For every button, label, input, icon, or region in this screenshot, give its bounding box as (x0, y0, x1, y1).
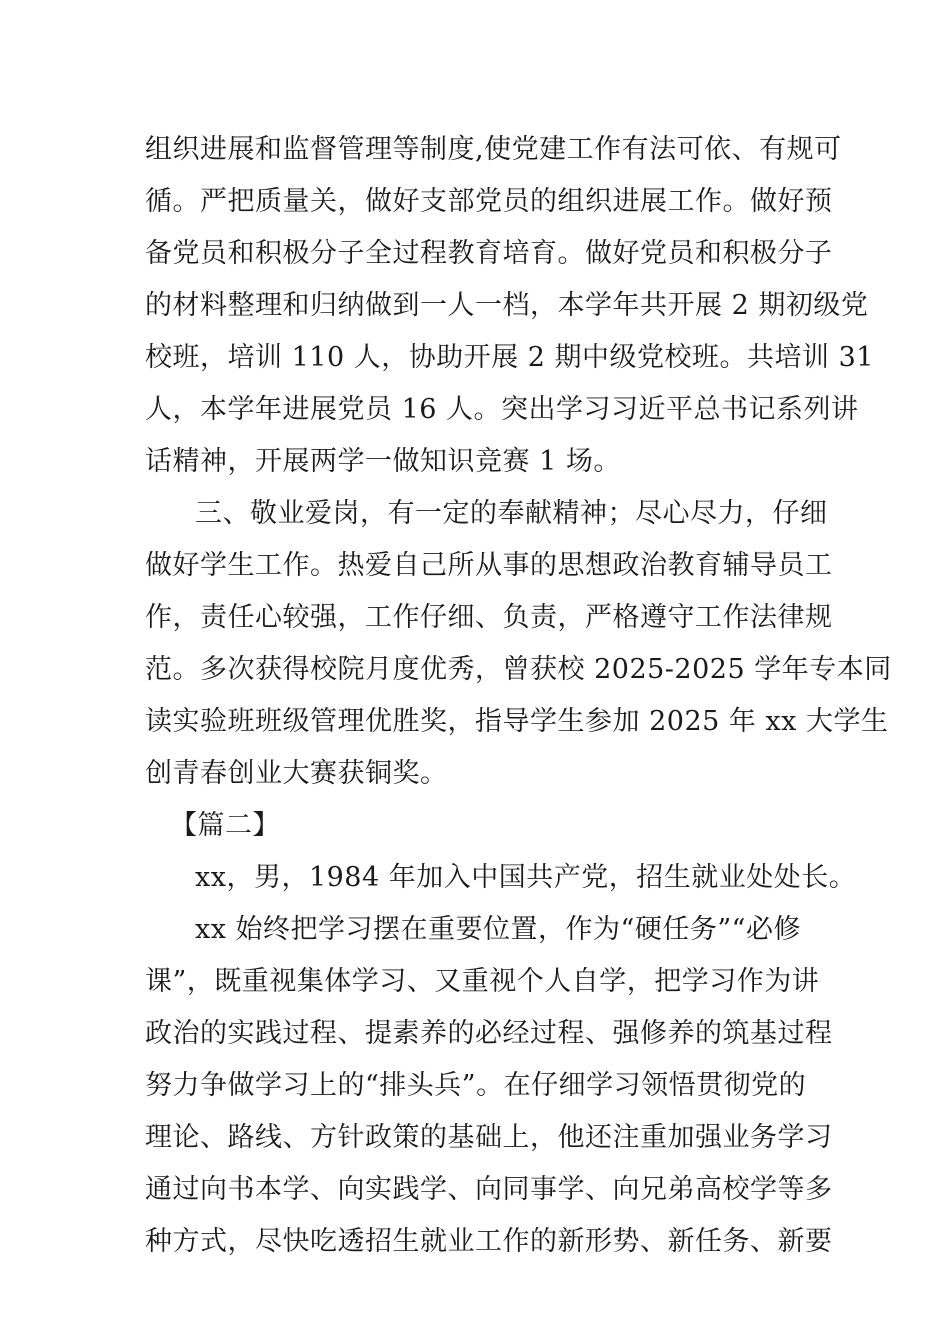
text-line: 通过向书本学、向实践学、向同事学、向兄弟高校学等多 (145, 1174, 833, 1205)
section-heading: 【篇二】 (170, 810, 280, 841)
text-line: 范。多次获得校院月度优秀，曾获校 2025-2025 学年专本同 (145, 654, 892, 685)
text-line: 课”，既重视集体学习、又重视个人自学，把学习作为讲 (145, 966, 820, 997)
text-line: 做好学生工作。热爱自己所从事的思想政治教育辅导员工 (145, 550, 833, 581)
text-line: 理论、路线、方针政策的基础上，他还注重加强业务学习 (145, 1122, 833, 1153)
text-line: 循。严把质量关，做好支部党员的组织进展工作。做好预 (145, 186, 833, 217)
text-line: 备党员和积极分子全过程教育培育。做好党员和积极分子 (145, 238, 833, 269)
text-line: 创青春创业大赛获铜奖。 (145, 758, 448, 789)
text-line: 话精神，开展两学一做知识竞赛 1 场。 (145, 446, 621, 477)
text-line: 校班，培训 110 人，协助开展 2 期中级党校班。共培训 31 (145, 342, 874, 373)
text-line: 种方式，尽快吃透招生就业工作的新形势、新任务、新要 (145, 1226, 833, 1257)
paragraph-start-line: xx，男，1984 年加入中国共产党，招生就业处处长。 (195, 862, 857, 893)
text-line: 读实验班班级管理优胜奖，指导学生参加 2025 年 xx 大学生 (145, 706, 889, 737)
text-line: 人，本学年进展党员 16 人。突出学习习近平总书记系列讲 (145, 394, 859, 425)
text-line: 作，责任心较强，工作仔细、负责，严格遵守工作法律规 (145, 602, 833, 633)
paragraph-start-line: xx 始终把学习摆在重要位置，作为“硬任务”“必修 (195, 914, 801, 945)
paragraph-start-line: 三、敬业爱岗，有一定的奉献精神；尽心尽力，仔细 (195, 498, 828, 529)
text-line: 组织进展和监督管理等制度,使党建工作有法可依、有规可 (145, 134, 842, 165)
text-line: 的材料整理和归纳做到一人一档，本学年共开展 2 期初级党 (145, 290, 869, 321)
text-line: 政治的实践过程、提素养的必经过程、强修养的筑基过程 (145, 1018, 833, 1049)
text-line: 努力争做学习上的“排头兵”。在仔细学习领悟贯彻党的 (145, 1070, 807, 1101)
